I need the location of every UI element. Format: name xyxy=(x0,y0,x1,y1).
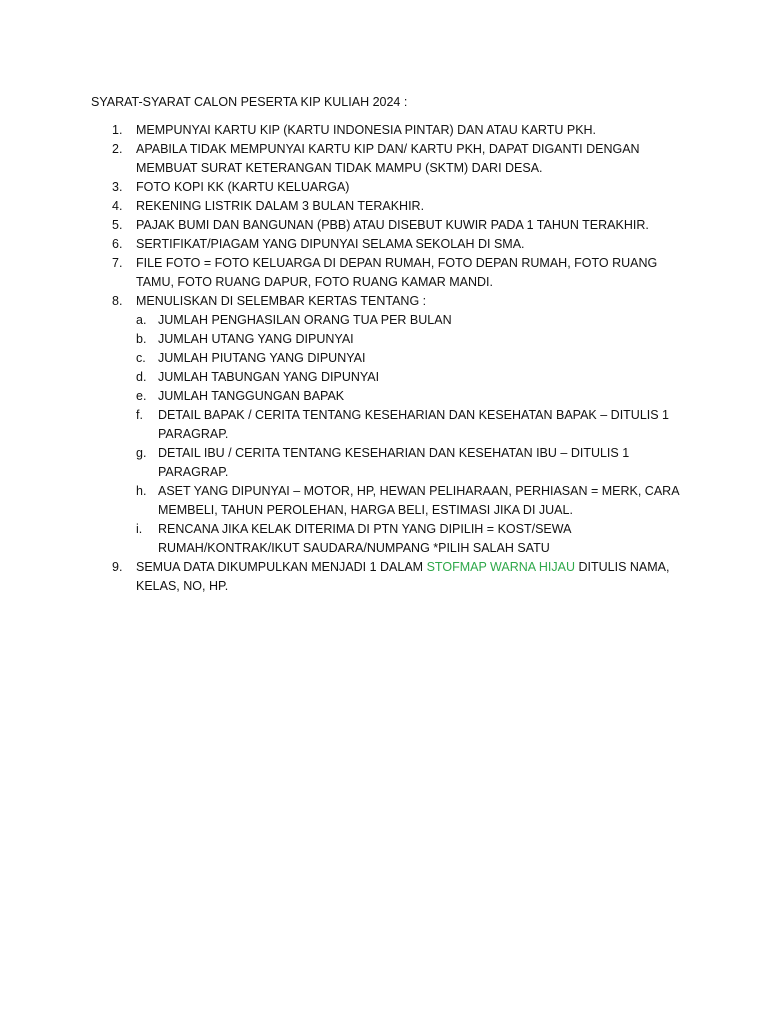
sub-list-item xyxy=(136,444,691,482)
item-text: APABILA TIDAK MEMPUNYAI KARTU KIP DAN/ KARTU PKH, DAPAT DIGANTI DENGAN MEMBUAT SURAT KETERANGAN TIDAK MAMPU (SKTM) DARI DESA. xyxy=(136,142,640,175)
item-text: SERTIFIKAT/PIAGAM YANG DIPUNYAI SELAMA SEKOLAH DI SMA. xyxy=(136,237,525,251)
sub-item-letter: c. xyxy=(136,351,146,365)
sub-item-letter: e. xyxy=(136,389,147,403)
list-item xyxy=(91,235,691,254)
list-item xyxy=(91,140,691,178)
sub-item-text: JUMLAH PENGHASILAN ORANG TUA PER BULAN xyxy=(158,313,452,327)
item-text: FOTO KOPI KK (KARTU KELUARGA) xyxy=(136,180,350,194)
item-text: PAJAK BUMI DAN BANGUNAN (PBB) ATAU DISEBUT KUWIR PADA 1 TAHUN TERAKHIR. xyxy=(136,218,649,232)
sub-item-text: JUMLAH TANGGUNGAN BAPAK xyxy=(158,389,345,403)
item-number: 8. xyxy=(112,294,123,308)
sub-item-text: DETAIL BAPAK / CERITA TENTANG KESEHARIAN DAN KESEHATAN BAPAK – DITULIS 1 PARAGRAP. xyxy=(158,408,670,441)
list-item xyxy=(91,216,691,235)
item-text-before: SEMUA DATA DIKUMPULKAN MENJADI 1 DALAM xyxy=(136,560,424,574)
item-number: 6. xyxy=(112,237,123,251)
sub-list-item xyxy=(136,406,691,444)
sub-list-item xyxy=(136,311,691,330)
sub-list-item xyxy=(136,520,691,558)
item-number: 9. xyxy=(112,560,123,574)
list-item xyxy=(91,178,691,197)
sub-item-text: JUMLAH UTANG YANG DIPUNYAI xyxy=(158,332,354,346)
sub-item-text: RENCANA JIKA KELAK DITERIMA DI PTN YANG DIPILIH = KOST/SEWA RUMAH/KONTRAK/IKUT SAUDARA/NUMPANG *PILIH SALAH SATU xyxy=(158,522,571,555)
sub-item-letter: f. xyxy=(136,408,143,422)
sub-list-item xyxy=(136,368,691,387)
item-number: 3. xyxy=(112,180,123,194)
sub-list-item xyxy=(136,349,691,368)
sub-item-text: ASET YANG DIPUNYAI – MOTOR, HP, HEWAN PELIHARAAN, PERHIASAN = MERK, CARA MEMBELI, TAHUN PEROLEHAN, HARGA BELI, ESTIMASI JIKA DI JUAL. xyxy=(158,484,679,517)
sub-list-item xyxy=(136,387,691,406)
highlight-text: STOFMAP WARNA HIJAU xyxy=(426,560,575,574)
list-item xyxy=(91,121,691,140)
list-item xyxy=(91,558,691,596)
item-text: MENULISKAN DI SELEMBAR KERTAS TENTANG : xyxy=(136,294,427,308)
sub-item-letter: i. xyxy=(136,522,143,536)
sub-list-item xyxy=(136,482,691,520)
sub-item-text: DETAIL IBU / CERITA TENTANG KESEHARIAN DAN KESEHATAN IBU – DITULIS 1 PARAGRAP. xyxy=(158,446,630,479)
item-text: MEMPUNYAI KARTU KIP (KARTU INDONESIA PINTAR) DAN ATAU KARTU PKH. xyxy=(136,123,597,137)
item-number: 5. xyxy=(112,218,123,232)
item-text: FILE FOTO = FOTO KELUARGA DI DEPAN RUMAH, FOTO DEPAN RUMAH, FOTO RUANG TAMU, FOTO RUANG DAPUR, FOTO RUANG KAMAR MANDI. xyxy=(136,256,658,289)
sub-item-letter: d. xyxy=(136,370,147,384)
item-number: 4. xyxy=(112,199,123,213)
item-text: REKENING LISTRIK DALAM 3 BULAN TERAKHIR. xyxy=(136,199,425,213)
document-title: SYARAT-SYARAT CALON PESERTA KIP KULIAH 2024 : xyxy=(91,95,408,109)
item-text-after: DITULIS NAMA, KELAS, NO, HP. xyxy=(136,560,670,593)
sub-list-item xyxy=(136,330,691,349)
sub-list xyxy=(136,311,691,558)
sub-item-letter: b. xyxy=(136,332,147,346)
sub-item-letter: a. xyxy=(136,313,147,327)
sub-item-text: JUMLAH PIUTANG YANG DIPUNYAI xyxy=(158,351,366,365)
item-number: 1. xyxy=(112,123,123,137)
sub-item-letter: g. xyxy=(136,446,147,460)
list-item xyxy=(91,197,691,216)
requirements-list xyxy=(91,121,691,596)
list-item xyxy=(91,254,691,292)
sub-item-text: JUMLAH TABUNGAN YANG DIPUNYAI xyxy=(158,370,380,384)
sub-item-letter: h. xyxy=(136,484,147,498)
item-number: 2. xyxy=(112,142,123,156)
list-item xyxy=(91,292,691,558)
item-number: 7. xyxy=(112,256,123,270)
